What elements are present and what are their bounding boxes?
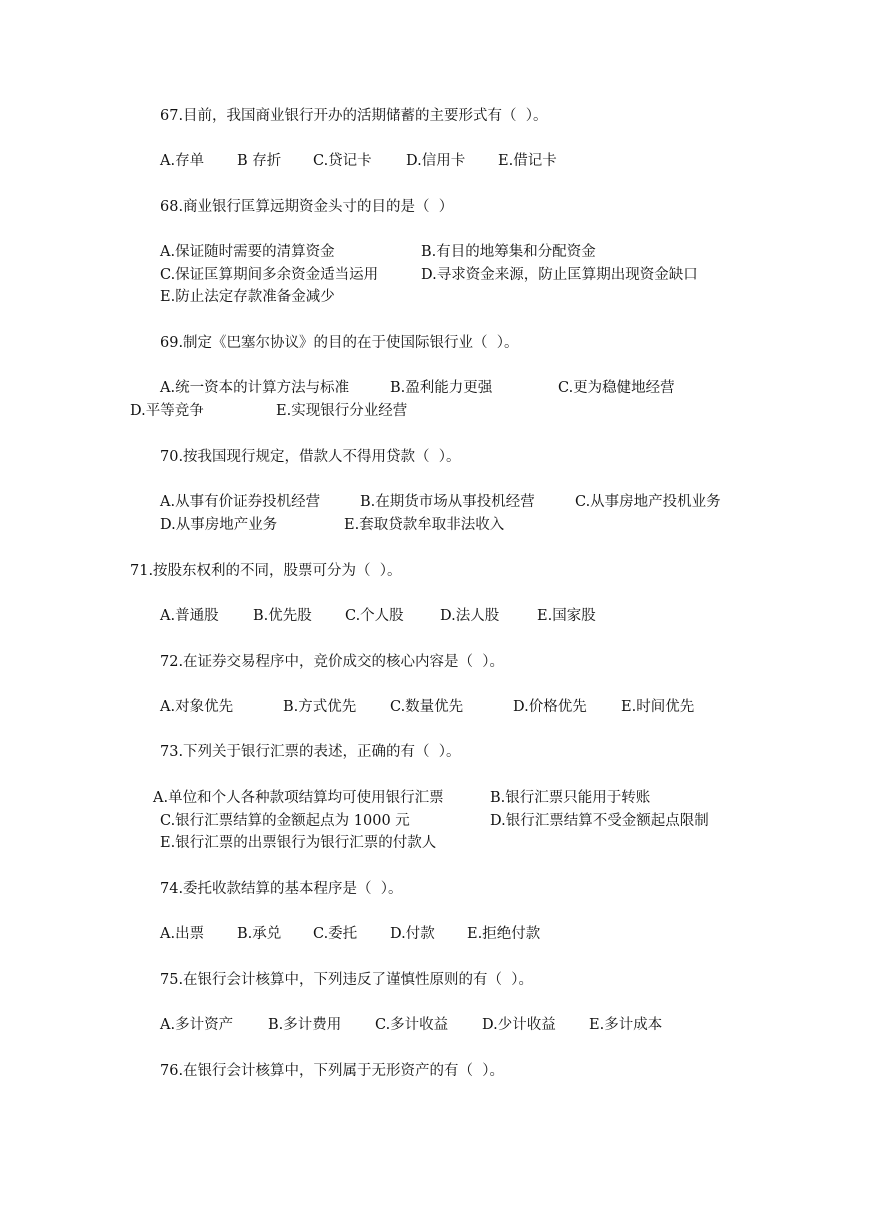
question-67-option-d: D.信用卡 [406, 153, 466, 169]
question-75-option-e: E.多计成本 [589, 1017, 663, 1033]
question-67-stem: 67.目前，我国商业银行开办的活期储蓄的主要形式有（ ）。 [160, 108, 548, 124]
question-74-option-b: B.承兑 [237, 926, 282, 942]
question-70-option-b: B.在期货市场从事投机经营 [360, 494, 535, 510]
question-68-option-b: B.有目的地筹集和分配资金 [421, 244, 596, 260]
question-67-option-c: C.贷记卡 [313, 153, 372, 169]
question-74-option-c: C.委托 [313, 926, 358, 942]
question-72-option-e: E.时间优先 [621, 699, 695, 715]
question-67-option-b: B 存折 [237, 153, 282, 169]
question-73-option-b: B.银行汇票只能用于转账 [490, 790, 651, 806]
question-72-option-c: C.数量优先 [390, 699, 464, 715]
question-69-option-c: C.更为稳健地经营 [558, 380, 675, 396]
question-75-stem: 75.在银行会计核算中，下列违反了谨慎性原则的有（ ）。 [160, 972, 534, 988]
question-75-option-a: A.多计资产 [160, 1017, 234, 1033]
question-71-option-b: B.优先股 [253, 608, 312, 624]
question-67-option-e: E.借记卡 [498, 153, 557, 169]
question-74-option-e: E.拒绝付款 [467, 926, 541, 942]
question-68-option-c: C.保证匡算期间多余资金适当运用 [160, 267, 379, 283]
question-70-option-e: E.套取贷款牟取非法收入 [344, 517, 505, 533]
question-69-option-a: A.统一资本的计算方法与标准 [160, 380, 350, 396]
question-71-option-a: A.普通股 [160, 608, 219, 624]
question-68-option-a: A.保证随时需要的清算资金 [160, 244, 335, 260]
question-73-option-a: A.单位和个人各种款项结算均可使用银行汇票 [153, 790, 444, 806]
question-75-option-c: C.多计收益 [375, 1017, 449, 1033]
question-69-option-e: E.实现银行分业经营 [276, 403, 408, 419]
question-68-stem: 68.商业银行匡算远期资金头寸的目的是（ ） [160, 199, 454, 215]
question-75-option-d: D.少计收益 [482, 1017, 556, 1033]
question-72-option-d: D.价格优先 [513, 699, 587, 715]
question-74-option-d: D.付款 [390, 926, 435, 942]
question-72-option-a: A.对象优先 [160, 699, 234, 715]
question-73-option-d: D.银行汇票结算不受金额起点限制 [490, 813, 709, 829]
question-70-option-a: A.从事有价证券投机经营 [160, 494, 321, 510]
question-73-option-c: C.银行汇票结算的金额起点为 1000 元 [160, 813, 410, 829]
question-69-option-b: B.盈利能力更强 [390, 380, 493, 396]
question-72-stem: 72.在证券交易程序中，竞价成交的核心内容是（ ）。 [160, 654, 505, 670]
question-73-stem: 73.下列关于银行汇票的表述，正确的有（ ）。 [160, 744, 461, 760]
question-71-option-e: E.国家股 [537, 608, 596, 624]
question-73-option-e: E.银行汇票的出票银行为银行汇票的付款人 [160, 835, 437, 851]
question-71-option-d: D.法人股 [440, 608, 500, 624]
question-75-option-b: B.多计费用 [268, 1017, 342, 1033]
question-69-option-d: D.平等竞争 [130, 403, 204, 419]
question-72-option-b: B.方式优先 [283, 699, 357, 715]
question-67-option-a: A.存单 [160, 153, 205, 169]
question-74-stem: 74.委托收款结算的基本程序是（ ）。 [160, 881, 403, 897]
question-70-option-c: C.从事房地产投机业务 [575, 494, 721, 510]
question-68-option-e: E.防止法定存款准备金减少 [160, 289, 335, 305]
question-70-option-d: D.从事房地产业务 [160, 517, 278, 533]
question-70-stem: 70.按我国现行规定，借款人不得用贷款（ ）。 [160, 449, 461, 465]
question-71-stem: 71.按股东权利的不同，股票可分为（ ）。 [130, 563, 402, 579]
question-71-option-c: C.个人股 [345, 608, 404, 624]
question-68-option-d: D.寻求资金来源，防止匡算期出现资金缺口 [421, 267, 698, 283]
question-69-stem: 69.制定《巴塞尔协议》的目的在于使国际银行业（ ）。 [160, 335, 519, 351]
question-74-option-a: A.出票 [160, 926, 205, 942]
question-76-stem: 76.在银行会计核算中，下列属于无形资产的有（ ）。 [160, 1063, 505, 1079]
